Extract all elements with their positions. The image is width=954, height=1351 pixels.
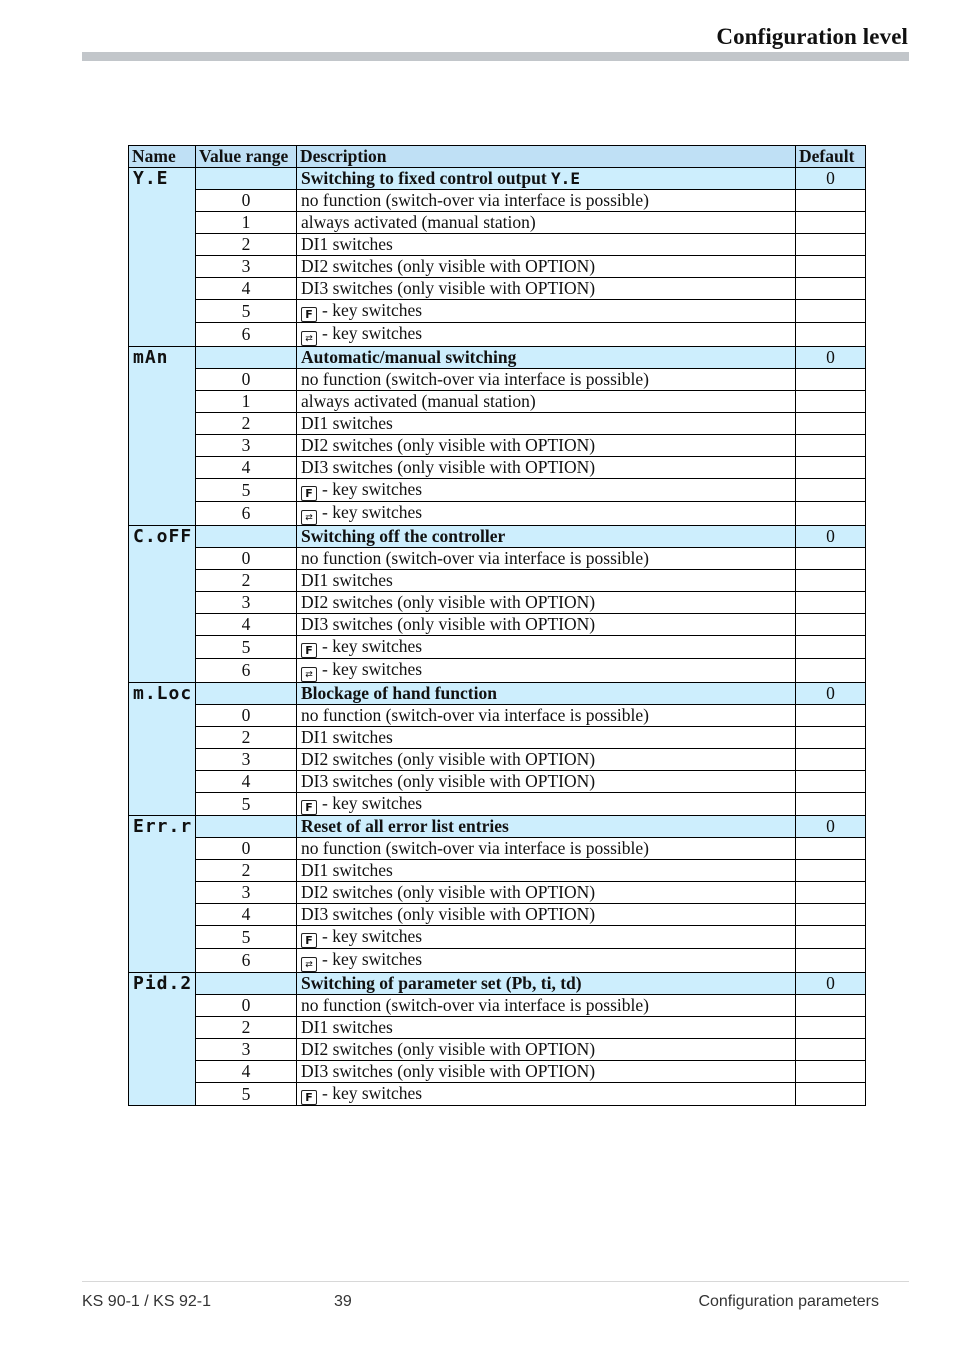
value-cell: 3 [196,256,297,278]
value-cell: 4 [196,278,297,300]
description-text: DI3 switches (only visible with OPTION) [301,457,596,477]
table-row [129,1017,866,1039]
description-cell [297,659,796,683]
default-empty [796,882,866,904]
description-text: no function (switch-over via interface is possible) [301,548,649,568]
default-empty [796,771,866,793]
f-key-icon: F [301,486,317,501]
value-cell: 4 [196,904,297,926]
parameter-code [129,526,196,683]
description-cell [297,278,796,300]
description-cell [297,413,796,435]
default-empty [796,502,866,526]
description-text: no function (switch-over via interface is possible) [301,369,649,389]
description-text: - key switches [322,323,423,343]
description-text: DI2 switches (only visible with OPTION) [301,882,596,902]
table-row [129,749,866,771]
description-cell [297,256,796,278]
default-value: 0 [796,168,866,190]
description-cell [297,1017,796,1039]
default-empty [796,592,866,614]
footer-page-number: 39 [334,1293,352,1310]
description-text: DI3 switches (only visible with OPTION) [301,904,596,924]
parameter-title-text: Switching to fixed control output [301,168,547,188]
value-cell: 2 [196,727,297,749]
value-cell: 4 [196,457,297,479]
description-text: - key switches [322,926,423,946]
default-value: 0 [796,347,866,369]
table-row [129,190,866,212]
table-row [129,882,866,904]
value-cell: 5 [196,1083,297,1106]
default-empty [796,727,866,749]
default-empty [796,1083,866,1106]
parameter-title [297,973,796,995]
table-row [129,1083,866,1106]
description-cell [297,727,796,749]
default-empty [796,300,866,323]
description-cell [297,636,796,659]
default-empty [796,949,866,973]
segment-display-code: mAn [133,347,169,368]
f-key-icon: F [301,307,317,322]
description-cell [297,838,796,860]
default-empty [796,1039,866,1061]
default-empty [796,548,866,570]
value-cell: 3 [196,749,297,771]
description-text: no function (switch-over via interface is possible) [301,838,649,858]
f-key-icon: F [301,933,317,948]
default-empty [796,659,866,683]
description-text: DI2 switches (only visible with OPTION) [301,592,596,612]
default-empty [796,413,866,435]
default-empty [796,479,866,502]
default-empty [796,190,866,212]
table-row [129,256,866,278]
value-cell: 0 [196,548,297,570]
parameter-group-row [129,347,866,369]
value-cell: 4 [196,614,297,636]
default-empty [796,212,866,234]
value-cell: 6 [196,502,297,526]
default-empty [796,256,866,278]
description-text: no function (switch-over via interface is possible) [301,190,649,210]
default-empty [796,614,866,636]
table-row [129,479,866,502]
description-text: always activated (manual station) [301,391,536,411]
value-range-empty [196,683,297,705]
value-cell: 0 [196,705,297,727]
col-header-default: Default [796,146,866,168]
value-cell: 2 [196,413,297,435]
default-empty [796,705,866,727]
table-row [129,860,866,882]
parameter-title-code: Y.E [551,169,580,188]
col-header-description: Description [297,146,796,168]
value-cell: 6 [196,659,297,683]
header-divider [82,52,909,61]
description-text: - key switches [322,479,423,499]
value-cell: 4 [196,771,297,793]
value-cell: 1 [196,212,297,234]
description-text: - key switches [322,793,423,813]
value-cell: 3 [196,592,297,614]
description-cell [297,1083,796,1106]
value-cell: 6 [196,949,297,973]
value-cell: 0 [196,995,297,1017]
segment-display-code: Err.r [133,816,193,837]
parameter-group-row [129,683,866,705]
f-key-icon: F [301,643,317,658]
table-row [129,636,866,659]
description-text: no function (switch-over via interface is possible) [301,705,649,725]
value-cell: 5 [196,300,297,323]
default-empty [796,838,866,860]
value-cell: 0 [196,190,297,212]
description-cell [297,995,796,1017]
segment-display-code: m.Loc [133,683,193,704]
description-text: - key switches [322,300,423,320]
table-row [129,771,866,793]
table-row [129,1039,866,1061]
table-row [129,300,866,323]
parameter-code [129,347,196,526]
table-row [129,234,866,256]
parameter-code [129,973,196,1106]
table-row [129,705,866,727]
table-row [129,727,866,749]
default-empty [796,278,866,300]
table-row [129,1061,866,1083]
parameter-title [297,347,796,369]
description-text: DI1 switches [301,413,393,433]
description-text: DI1 switches [301,570,393,590]
table-row [129,391,866,413]
table-row [129,793,866,816]
table-row [129,926,866,949]
value-cell: 0 [196,838,297,860]
default-empty [796,1017,866,1039]
default-empty [796,636,866,659]
description-text: - key switches [322,659,423,679]
segment-display-code: Pid.2 [133,973,193,994]
footer-section: Configuration parameters [698,1293,879,1310]
parameter-title [297,816,796,838]
table-row [129,435,866,457]
parameter-group-row [129,526,866,548]
value-range-empty [196,526,297,548]
value-cell: 2 [196,570,297,592]
table-row [129,659,866,683]
description-cell [297,548,796,570]
description-cell [297,904,796,926]
description-text: - key switches [322,949,423,969]
parameter-code [129,168,196,347]
default-value: 0 [796,683,866,705]
value-cell: 4 [196,1061,297,1083]
description-cell [297,592,796,614]
description-text: DI1 switches [301,234,393,254]
table-header-row [129,146,866,168]
parameter-group-row [129,973,866,995]
auto-manual-key-icon: ⇄ [301,667,317,682]
parameter-title-text: Reset of all error list entries [301,816,509,836]
f-key-icon: F [301,1090,317,1105]
table-row [129,413,866,435]
description-cell [297,323,796,347]
default-empty [796,793,866,816]
parameter-group-row [129,816,866,838]
value-cell: 5 [196,636,297,659]
parameter-title [297,683,796,705]
description-text: DI1 switches [301,1017,393,1037]
default-empty [796,435,866,457]
value-cell: 0 [196,369,297,391]
value-cell: 6 [196,323,297,347]
description-text: DI1 switches [301,727,393,747]
description-text: DI3 switches (only visible with OPTION) [301,278,596,298]
description-cell [297,705,796,727]
value-cell: 2 [196,860,297,882]
value-range-empty [196,973,297,995]
table-row [129,278,866,300]
description-text: DI3 switches (only visible with OPTION) [301,614,596,634]
description-cell [297,435,796,457]
description-cell [297,391,796,413]
table-row [129,995,866,1017]
value-range-empty [196,347,297,369]
description-text: DI1 switches [301,860,393,880]
value-cell: 2 [196,234,297,256]
parameter-title-text: Switching off the controller [301,526,506,546]
default-empty [796,926,866,949]
parameter-title-text: Automatic/manual switching [301,347,517,367]
description-text: no function (switch-over via interface is possible) [301,995,649,1015]
description-text: - key switches [322,1083,423,1103]
default-empty [796,995,866,1017]
segment-display-code: Y.E [133,168,169,189]
description-text: always activated (manual station) [301,212,536,232]
auto-manual-key-icon: ⇄ [301,510,317,525]
description-cell [297,570,796,592]
table-row [129,323,866,347]
col-header-name: Name [129,146,196,168]
default-empty [796,749,866,771]
value-cell: 1 [196,391,297,413]
parameter-code [129,683,196,816]
default-empty [796,570,866,592]
segment-display-code: C.oFF [133,526,193,547]
description-text: DI2 switches (only visible with OPTION) [301,1039,596,1059]
parameter-title [297,526,796,548]
description-cell [297,882,796,904]
description-cell [297,926,796,949]
description-cell [297,949,796,973]
value-cell: 3 [196,435,297,457]
description-cell [297,502,796,526]
description-cell [297,749,796,771]
default-empty [796,369,866,391]
default-empty [796,234,866,256]
description-cell [297,300,796,323]
parameter-title [297,168,796,190]
auto-manual-key-icon: ⇄ [301,331,317,346]
description-cell [297,1061,796,1083]
description-text: DI2 switches (only visible with OPTION) [301,256,596,276]
value-cell: 2 [196,1017,297,1039]
table-row [129,904,866,926]
default-empty [796,904,866,926]
table-row [129,548,866,570]
default-empty [796,323,866,347]
description-cell [297,457,796,479]
col-header-range: Value range [196,146,297,168]
description-text: DI3 switches (only visible with OPTION) [301,771,596,791]
table-row [129,570,866,592]
description-text: - key switches [322,636,423,656]
default-value: 0 [796,526,866,548]
footer-divider [82,1281,909,1282]
value-cell: 5 [196,793,297,816]
description-cell [297,190,796,212]
f-key-icon: F [301,800,317,815]
description-cell [297,860,796,882]
table-row [129,502,866,526]
parameter-code [129,816,196,973]
table-row [129,592,866,614]
description-text: DI3 switches (only visible with OPTION) [301,1061,596,1081]
default-empty [796,457,866,479]
auto-manual-key-icon: ⇄ [301,957,317,972]
default-empty [796,1061,866,1083]
value-cell: 5 [196,926,297,949]
value-range-empty [196,816,297,838]
description-cell [297,793,796,816]
description-cell [297,369,796,391]
page-title: Configuration level [716,24,908,49]
default-value: 0 [796,973,866,995]
value-range-empty [196,168,297,190]
parameter-title-text: Blockage of hand function [301,683,497,703]
table-row [129,369,866,391]
description-cell [297,234,796,256]
description-cell [297,212,796,234]
value-cell: 3 [196,882,297,904]
default-empty [796,860,866,882]
description-cell [297,1039,796,1061]
table-row [129,212,866,234]
description-text: DI2 switches (only visible with OPTION) [301,749,596,769]
table-row [129,838,866,860]
description-text: DI2 switches (only visible with OPTION) [301,435,596,455]
value-cell: 5 [196,479,297,502]
default-value: 0 [796,816,866,838]
value-cell: 3 [196,1039,297,1061]
parameter-table [128,145,866,1106]
description-cell [297,479,796,502]
description-text: - key switches [322,502,423,522]
footer-model: KS 90-1 / KS 92-1 [82,1293,211,1310]
table-row [129,457,866,479]
description-cell [297,614,796,636]
parameter-group-row [129,168,866,190]
description-cell [297,771,796,793]
default-empty [796,391,866,413]
table-row [129,614,866,636]
parameter-title-text: Switching of parameter set (Pb, ti, td) [301,973,582,993]
table-row [129,949,866,973]
